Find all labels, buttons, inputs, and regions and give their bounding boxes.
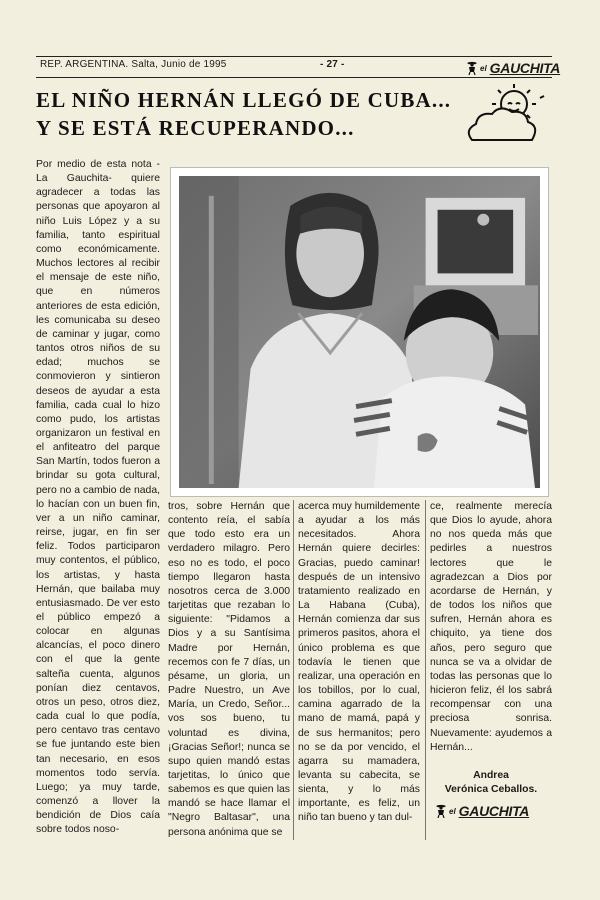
column-divider (425, 500, 426, 840)
headline-line-2: Y SE ESTÁ RECUPERANDO... (36, 116, 355, 140)
column-divider (293, 500, 294, 840)
logo-name: GAUCHITA (489, 60, 561, 76)
article-column-4: ce, realmente merecía que Dios lo ayude, ahora no nos queda más que pedirles a nuestros lectores que le agradezcan a Dios por acordarse de Hernán, y de todos los niños que sufren, Hernán ahora es chiquito, ya tiene dos años, pero seguro que nunca se va a olvidar de todas las personas que lo hicieron feliz, él los sabrá recompensar con una preciosa sonrisa. Nuevamente: ayudemos a Hernán... (430, 501, 552, 753)
gauchita-logo-footer (436, 803, 529, 819)
logo-name: GAUCHITA (458, 803, 530, 819)
header-rule-top (36, 56, 552, 57)
article-column-3: acerca muy humildemente a ayudar a los más necesitados. Ahora Hernán quiere decirles: Gracias, puedo caminar! después de un intensivo tratamiento realizado en La Habana (Cuba), Hernán comienza dar sus primeros pasitos, ahora el único problema es que todavía le tienen que realizar, una operación en los tobillos, por lo cual, camina agarrado de la mano de mamá, papá y de sus hermanitos; pero no se da por vencido, el agarra su mamadera, levanta su cabecita, se sienta, y lo más importante, es feliz, un niño tan bueno y tan dul- (298, 501, 420, 824)
headline-line-1: EL NIÑO HERNÁN LLEGÓ DE CUBA... (36, 88, 452, 112)
gaucho-figure-icon (436, 804, 446, 818)
article-photo (170, 167, 549, 497)
author-first-name: Andrea (473, 770, 509, 781)
author-full-name: Verónica Ceballos. (444, 784, 538, 795)
dateline: REP. ARGENTINA. Salta, Junio de 1995 (40, 59, 227, 70)
page-number: - 27 - (320, 59, 345, 70)
article-headline (36, 86, 486, 142)
author-signature (430, 769, 552, 797)
sun-cloud-icon (462, 82, 554, 154)
gauchita-logo (467, 60, 560, 76)
gaucho-figure-icon (467, 61, 477, 75)
header-rule-bottom (36, 77, 552, 78)
mother-and-child-photo (179, 176, 540, 488)
logo-article: el (449, 806, 456, 816)
article-column-2: tros, sobre Hernán que contento reía, el sabía que todo esto era un verdadero milagro. Pero eso no es todo, el poco tiempo llegaron hasta nosotros cerca de 3.000 tarjetitas que rezaban lo siguiente: "Pidamos a Dios y a su Santísima Madre por Hernán, recemos con fe 7 días, un pésame, un gloria, un Padre Nuestro, un Ave María, un Credo, Señor... vos sos bueno, tu voluntad es divina, ¡Gracias Señor!; nunca se supo quien mandó estas tarjetitas, lo único que sabemos es que quien las mandó se hace llamar el "Negro Baltasar", una persona anónima que se (168, 501, 290, 838)
article-column-1: Por medio de esta nota -La Gauchita- quiere agradecer a todas las personas que apoyaron al niño Luis López y a su familia, tanto espiritual como económicamente. Muchos lectores al recibir el mensaje de este niño, que en números anteriores de esta edición, les comunicaba su deseo de caminar y jugar, como tantos otros niños de su edad; muchos se conmovieron y sintieron deseos de ayudar a esta familia, cada cual lo hizo como pudo, los artistas organizaron un festival en el anfiteatro del parque San Martín, todos fueron a brindar su gota cultural, pero no a cambio de nada, lo hacían con un buen fin, ver a un niño caminar, reirse, jugar, en fin ser feliz. Todos participaron muy contentos, el público, los artistas, y hasta Hernán, que bailaba muy entusiasmado. De ver esto el público empezó a colocar en algunas alcancías, el poco dinero con el que la gente salteña cuenta, algunos ponían diez centavos, otros un peso, otros diez, cada cual lo que podía, pero centavo tras centavo se fue juntando este bien tan necesario, en esos momentos todo servía. Luego; ya muy tarde, comenzó a llover la bendición de Dios caía sobre todos noso- (36, 159, 160, 836)
logo-article: el (480, 63, 487, 73)
